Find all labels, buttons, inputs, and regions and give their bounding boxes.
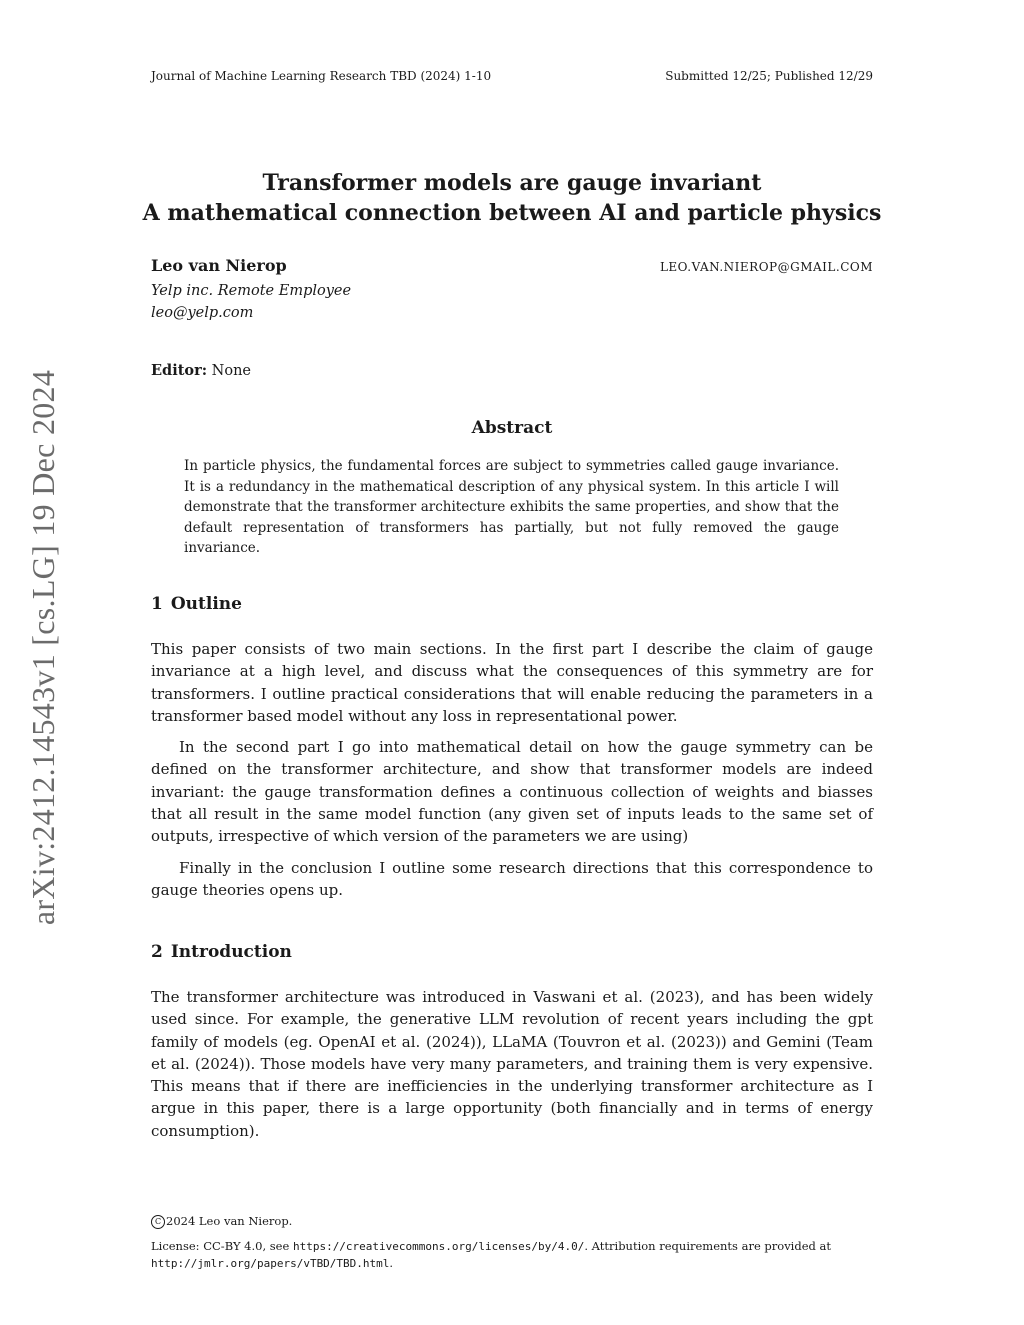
- paragraph: In the second part I go into mathematical detail on how the gauge symmetry can be defined on the transformer architecture, and show that transformer models are indeed invariant: the gauge transformation defines a continuous collection of weights and biasses that all result in the same model function (any given set of inputs leads to the same set of outputs, irrespective of which version of the parameters we are using): [151, 738, 873, 846]
- section-heading-outline: [151, 594, 242, 614]
- section-title: Outline: [170, 594, 242, 614]
- section-title: Introduction: [170, 942, 292, 962]
- title-line-1: Transformer models are gauge invariant: [262, 170, 762, 196]
- editor-label: Editor:: [151, 362, 208, 379]
- copyright-line: [151, 1213, 873, 1229]
- section-number: 2: [151, 942, 163, 962]
- editor-value: None: [211, 363, 252, 379]
- license-link[interactable]: https://creativecommons.org/licenses/by/4.0/: [292, 1240, 585, 1253]
- running-header: [151, 68, 873, 84]
- paper-title: [0, 168, 1024, 228]
- author-name: Leo van Nierop: [151, 256, 287, 275]
- editor-line: [151, 362, 251, 379]
- section-body-introduction: [151, 986, 873, 1151]
- journal-name: Journal of Machine Learning Research TBD (2024) 1-10: [151, 69, 492, 83]
- license-mid: . Attribution requirements are provided at: [584, 1239, 832, 1253]
- submission-dates: Submitted 12/25; Published 12/29: [665, 69, 873, 83]
- paragraph: The transformer architecture was introduced in Vaswani et al. (2023), and has been widely used since. For example, the generative LLM revolution of recent years including the gpt family of models (eg. OpenAI et al. (2024)), LLaMA (Touvron et al. (2023)) and Gemini (Team et al. (2024)). Those models have very many parameters, and training them is very expensive. This means that if there are inefficiencies in the underlying transformer architecture as I argue in this paper, there is a large opportunity (both financially and in terms of energy consumption).: [151, 988, 873, 1140]
- section-number: 1: [151, 594, 163, 614]
- section-heading-introduction: [151, 942, 292, 962]
- title-line-2: A mathematical connection between AI and particle physics: [142, 200, 882, 226]
- paragraph: Finally in the conclusion I outline some research directions that this correspondence to gauge theories opens up.: [151, 858, 873, 899]
- paragraph: This paper consists of two main sections. In the first part I describe the claim of gauge invariance at a high level, and discuss what the consequences of this symmetry are for transformers. I outline practical considerations that will enable reducing the parameters in a transformer based model without any loss in representational power.: [151, 640, 873, 725]
- license-line: [151, 1238, 873, 1272]
- author-row: [151, 256, 873, 275]
- section-body-outline: [151, 638, 873, 910]
- arxiv-identifier-text: arXiv:2412.14543v1 [cs.LG] 19 Dec 2024: [25, 369, 62, 926]
- author-email[interactable]: LEO.VAN.NIEROP@GMAIL.COM: [659, 260, 873, 274]
- copyright-text: 2024 Leo van Nierop.: [166, 1214, 293, 1228]
- copyright-icon: C: [151, 1215, 165, 1229]
- license-prefix: License: CC-BY 4.0, see: [151, 1239, 293, 1253]
- author-work-email[interactable]: leo@yelp.com: [151, 305, 254, 321]
- attribution-link[interactable]: http://jmlr.org/papers/vTBD/TBD.html: [151, 1257, 390, 1270]
- author-affiliation: Yelp inc. Remote Employee: [151, 283, 352, 299]
- arxiv-identifier-stamp: [26, 355, 62, 940]
- abstract-text: In particle physics, the fundamental forces are subject to symmetries called gauge invariance. It is a redundancy in the mathematical description of any physical system. In this article I will demonstrate that the transformer architecture exhibits the same properties, and show that the default representation of transformers has partially, but not fully removed the gauge invariance.: [184, 458, 839, 556]
- abstract-heading: Abstract: [471, 418, 553, 438]
- license-end: .: [389, 1256, 394, 1270]
